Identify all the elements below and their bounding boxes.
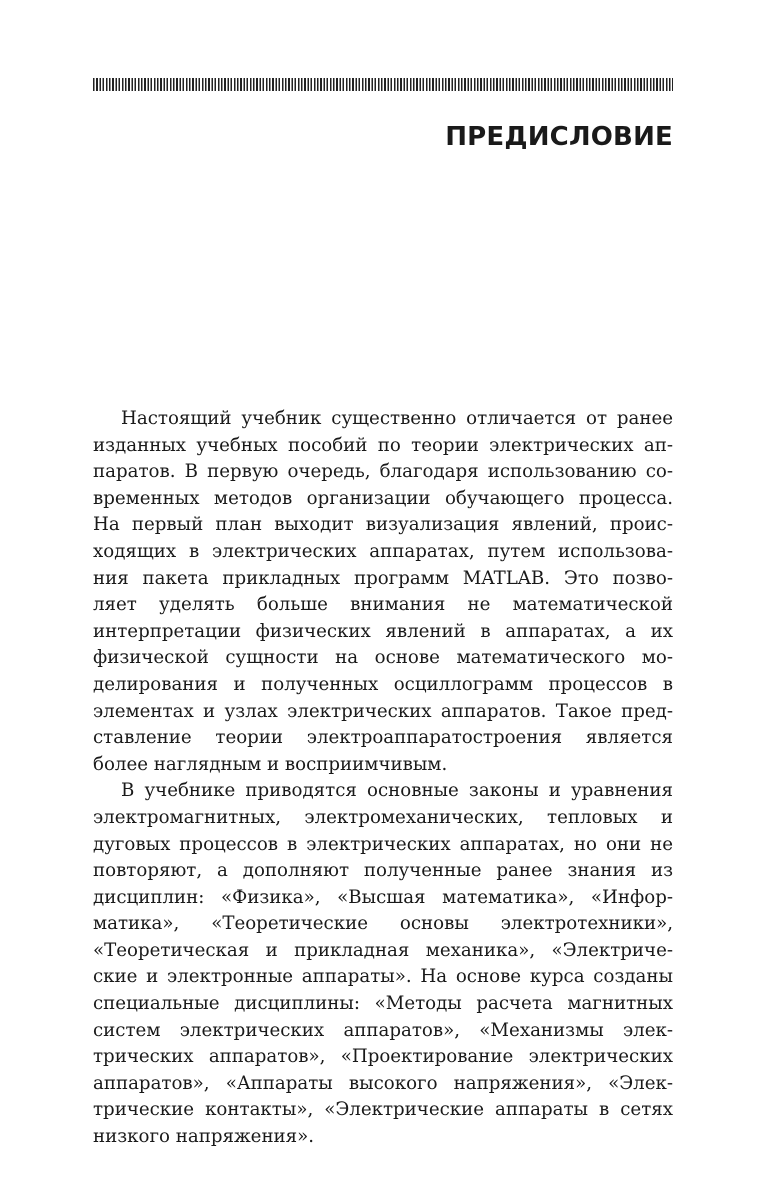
header-rule [93,78,673,91]
text-line: На первый план выходит визуализация явлений, проис- [93,514,673,536]
text-line: Настоящий учебник существенно отличается от ранее [121,408,673,429]
text-line: электромагнитных, электромеханических, тепловых и [93,806,673,828]
text-line: дуговых процессов в электрических аппаратах, но они не [93,833,673,855]
text-line: специальные дисциплины: «Методы расчета магнитных [93,993,673,1015]
text-line: В учебнике приводятся основные законы и уравнения [121,780,673,802]
text-line: ния пакета прикладных программ MATLAB. Это позво- [93,567,673,589]
text-line: интерпретации физических явлений в аппаратах, а их [93,620,673,642]
text-line: ляет уделять больше внимания не математической [93,594,673,616]
body-text [93,406,673,1151]
text-line: дисциплин: «Физика», «Высшая математика», «Инфор- [93,886,673,908]
text-line: более наглядным и восприимчивым. [93,753,448,775]
text-line: ские и электронные аппараты». На основе курса созданы [93,966,673,988]
paragraph-2 [93,778,673,1150]
text-line: трических аппаратов», «Проектирование электрических [93,1046,673,1068]
page-title: ПРЕДИСЛОВИЕ [445,122,673,152]
paragraph-1 [93,406,673,778]
text-line: ходящих в электрических аппаратах, путем использова- [93,540,673,562]
text-line: изданных учебных пособий по теории электрических ап- [93,434,673,456]
text-line: матика», «Теоретические основы электротехники», [93,913,673,935]
text-line: паратов. В первую очередь, благодаря использованию со- [93,461,673,483]
text-line: повторяют, а дополняют полученные ранее знания из [93,860,673,882]
text-line: делирования и полученных осциллограмм процессов в [93,673,673,695]
text-line: систем электрических аппаратов», «Механизмы элек- [93,1019,673,1041]
text-line: временных методов организации обучающего процесса. [93,487,673,509]
text-line: физической сущности на основе математического мо- [93,647,673,669]
text-line: «Теоретическая и прикладная механика», «Электриче- [93,939,673,961]
text-line: низкого напряжения». [93,1126,315,1148]
text-line: элементах и узлах электрических аппаратов. Такое пред- [93,700,673,722]
text-line: аппаратов», «Аппараты высокого напряжения», «Элек- [93,1072,673,1094]
text-line: ставление теории электроаппаратостроения является [93,727,673,749]
text-line: трические контакты», «Электрические аппараты в сетях [93,1099,673,1121]
